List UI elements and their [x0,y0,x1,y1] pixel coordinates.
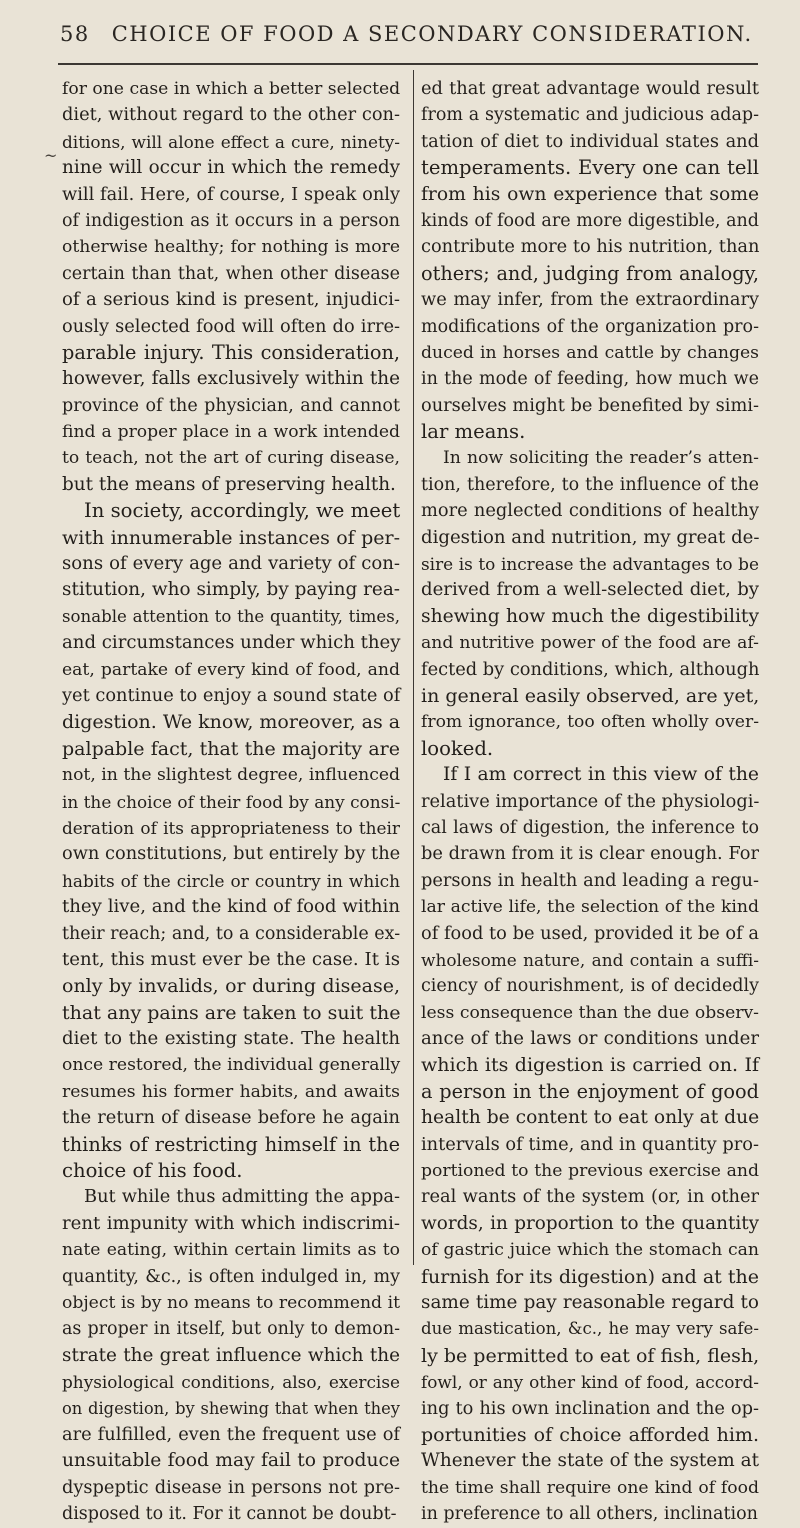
text-line: eat, partake of every kind of food, and [62,659,400,680]
text-line: and nutritive power of the food are af- [421,633,759,654]
text-line: strate the great influence which the [62,1344,400,1366]
text-line: persons in health and leading a regu- [421,869,759,891]
text-line: of food to be used, provided it be of a [421,922,759,944]
text-line: ourselves might be benefited by simi- [421,394,759,416]
text-line: in the choice of their food by any consi- [62,791,401,812]
text-line: parable injury. This consideration, [62,340,400,364]
text-line: ly be permitted to eat of fish, flesh, [421,1344,760,1367]
text-line: on digestion, by shewing that when they [62,1398,400,1418]
text-line: of gastric juice which the stomach can [421,1240,759,1261]
text-line: digestion. We know, moreover, as a [62,711,401,734]
text-line: object is by no means to recommend it [62,1292,400,1313]
text-line: others; and, judging from analogy, [421,261,759,285]
text-line: relative importance of the physiologi- [421,790,760,812]
text-line: wholesome nature, and contain a suffi- [421,949,759,970]
text-line: tent, this must ever be the case. It is [62,948,400,970]
text-line: physiological conditions, also, exercise [62,1372,400,1393]
text-line: in the mode of feeding, how much we [421,369,759,390]
text-line: duced in horses and cattle by changes [421,342,759,363]
text-line: however, falls exclusively within the [62,368,400,390]
text-line: rent impunity with which indiscrimi- [62,1212,400,1234]
text-line: portioned to the previous exercise and [421,1161,759,1182]
text-line: be drawn from it is clear enough. For [421,843,759,865]
text-line: diet, without regard to the other con- [62,104,400,126]
text-line: sire is to increase the advantages to be [421,554,759,575]
text-line: words, in proportion to the quantity [421,1212,759,1234]
text-line: fowl, or any other kind of food, accord- [421,1372,759,1393]
text-line: looked. [421,736,494,760]
text-line: of indigestion as it occurs in a person [62,210,400,231]
margin-mark: ~ [44,146,58,165]
text-line: nate eating, within certain limits as to [62,1240,400,1261]
text-line: from his own experience that some [421,183,759,205]
text-line: province of the physician, and cannot [62,395,400,416]
text-line: in general easily observed, are yet, [421,684,760,707]
text-line: more neglected conditions of healthy [421,500,759,522]
text-line: ing to his own inclination and the op- [421,1397,759,1419]
text-line: quantity, &c., is often indulged in, my [62,1266,400,1287]
text-line: due mastication, &c., he may very safe- [421,1319,759,1339]
running-header [60,22,760,46]
text-line: health be content to eat only at due [421,1107,760,1129]
text-line: intervals of time, and in quantity pro- [421,1133,759,1155]
text-line: shewing how much the digestibility [421,605,759,627]
text-line: tion, therefore, to the influence of the [421,474,759,495]
text-line: Whenever the state of the system at [421,1450,759,1472]
text-line: derived from a well-selected diet, by [421,579,759,601]
text-line: dyspeptic disease in persons not pre- [62,1476,400,1498]
text-line: cal laws of digestion, the inference to [421,817,759,838]
text-line: certain than that, when other disease [62,263,400,284]
left-column [62,76,400,1527]
text-line: same time pay reasonable regard to [421,1291,759,1313]
text-line: less consequence than the due observ- [421,1002,759,1023]
text-line: as proper in itself, but only to demon- [62,1319,400,1340]
column-divider [413,70,414,1265]
text-line: unsuitable food may fail to produce [62,1450,400,1472]
text-line: sonable attention to the quantity, times, [62,606,400,626]
text-line: temperaments. Every one can tell [421,156,759,180]
text-line: will fail. Here, of course, I speak only [62,183,400,205]
text-line: In now soliciting the reader’s atten- [443,448,759,469]
text-line: real wants of the system (or, in other [421,1186,759,1208]
text-line: are fulfilled, even the frequent use of [62,1423,400,1445]
text-line: the time shall require one kind of food [421,1477,759,1498]
text-line: disposed to it. For it cannot be doubt- [62,1504,397,1525]
text-line: in preference to all others, inclination [421,1504,758,1525]
text-line: furnish for its digestion) and at the [421,1265,759,1288]
text-line: lar means. [421,420,526,444]
running-title: CHOICE OF FOOD A SECONDARY CONSIDERATION. [111,22,753,46]
text-line: ditions, will alone effect a cure, ninety- [62,131,400,152]
text-line: But while thus admitting the appa- [84,1186,400,1208]
text-line: deration of its appropriateness to their [62,817,400,838]
text-line: modifications of the organization pro- [421,316,759,337]
text-line: for one case in which a better selected [62,79,401,99]
text-line: ed that great advantage would result [421,78,759,99]
text-line: only by invalids, or during disease, [62,975,400,998]
text-line: choice of his food. [62,1159,243,1183]
text-line: their reach; and, to a considerable ex- [62,923,401,944]
text-line: resumes his former habits, and awaits [62,1081,400,1102]
text-line: but the means of preserving health. [62,473,396,495]
text-line: ously selected food will often do irre- [62,315,400,337]
text-line: kinds of food are more digestible, and [421,210,759,231]
text-line: ciency of nourishment, is of decidedly [421,976,759,997]
text-line: diet to the existing state. The health [62,1028,400,1050]
text-line: sons of every age and variety of con- [62,553,400,575]
text-line: palpable fact, that the majority are [62,737,400,760]
page-number: 58 [60,22,90,46]
text-line: digestion and nutrition, my great de- [421,526,760,548]
text-line: the return of disease before he again [62,1107,400,1129]
text-line: thinks of restricting himself in the [62,1132,400,1156]
text-line: with innumerable instances of per- [62,526,400,549]
text-line: In society, accordingly, we meet [84,499,401,523]
text-line: yet continue to enjoy a sound state of [62,684,401,706]
text-line: find a proper place in a work intended [62,422,400,443]
text-line: we may infer, from the extraordinary [421,289,759,311]
text-line: a person in the enjoyment of good [421,1079,759,1103]
right-column [421,76,759,1527]
text-line: stitution, who simply, by paying rea- [62,579,400,601]
text-line: nine will occur in which the remedy [62,157,400,179]
text-line: lar active life, the selection of the kind [421,897,759,918]
text-line: contribute more to his nutrition, than [421,236,760,258]
text-line: which its digestion is carried on. If [421,1054,759,1077]
text-line: fected by conditions, which, although [421,658,760,680]
text-line: from ignorance, too often wholly over- [421,712,759,733]
text-line: If I am correct in this view of the [443,764,759,786]
header-rule [58,63,758,65]
text-line: habits of the circle or country in which [62,870,400,891]
text-line: not, in the slightest degree, influenced [62,765,400,786]
text-line: they live, and the kind of food within [62,896,400,918]
text-line: portunities of choice afforded him. [421,1423,759,1446]
text-line: of a serious kind is present, injudici- [62,289,400,311]
text-line: that any pains are taken to suit the [62,1001,401,1024]
text-line: from a systematic and judicious adap- [421,105,759,126]
text-line: own constitutions, but entirely by the [62,843,401,865]
text-line: once restored, the individual generally [62,1055,401,1076]
text-line: and circumstances under which they [62,632,401,654]
text-line: ance of the laws or conditions under [421,1028,759,1050]
text-line: to teach, not the art of curing disease, [62,448,400,469]
text-line: otherwise healthy; for nothing is more [62,237,400,258]
text-line: tation of diet to individual states and [421,130,759,152]
